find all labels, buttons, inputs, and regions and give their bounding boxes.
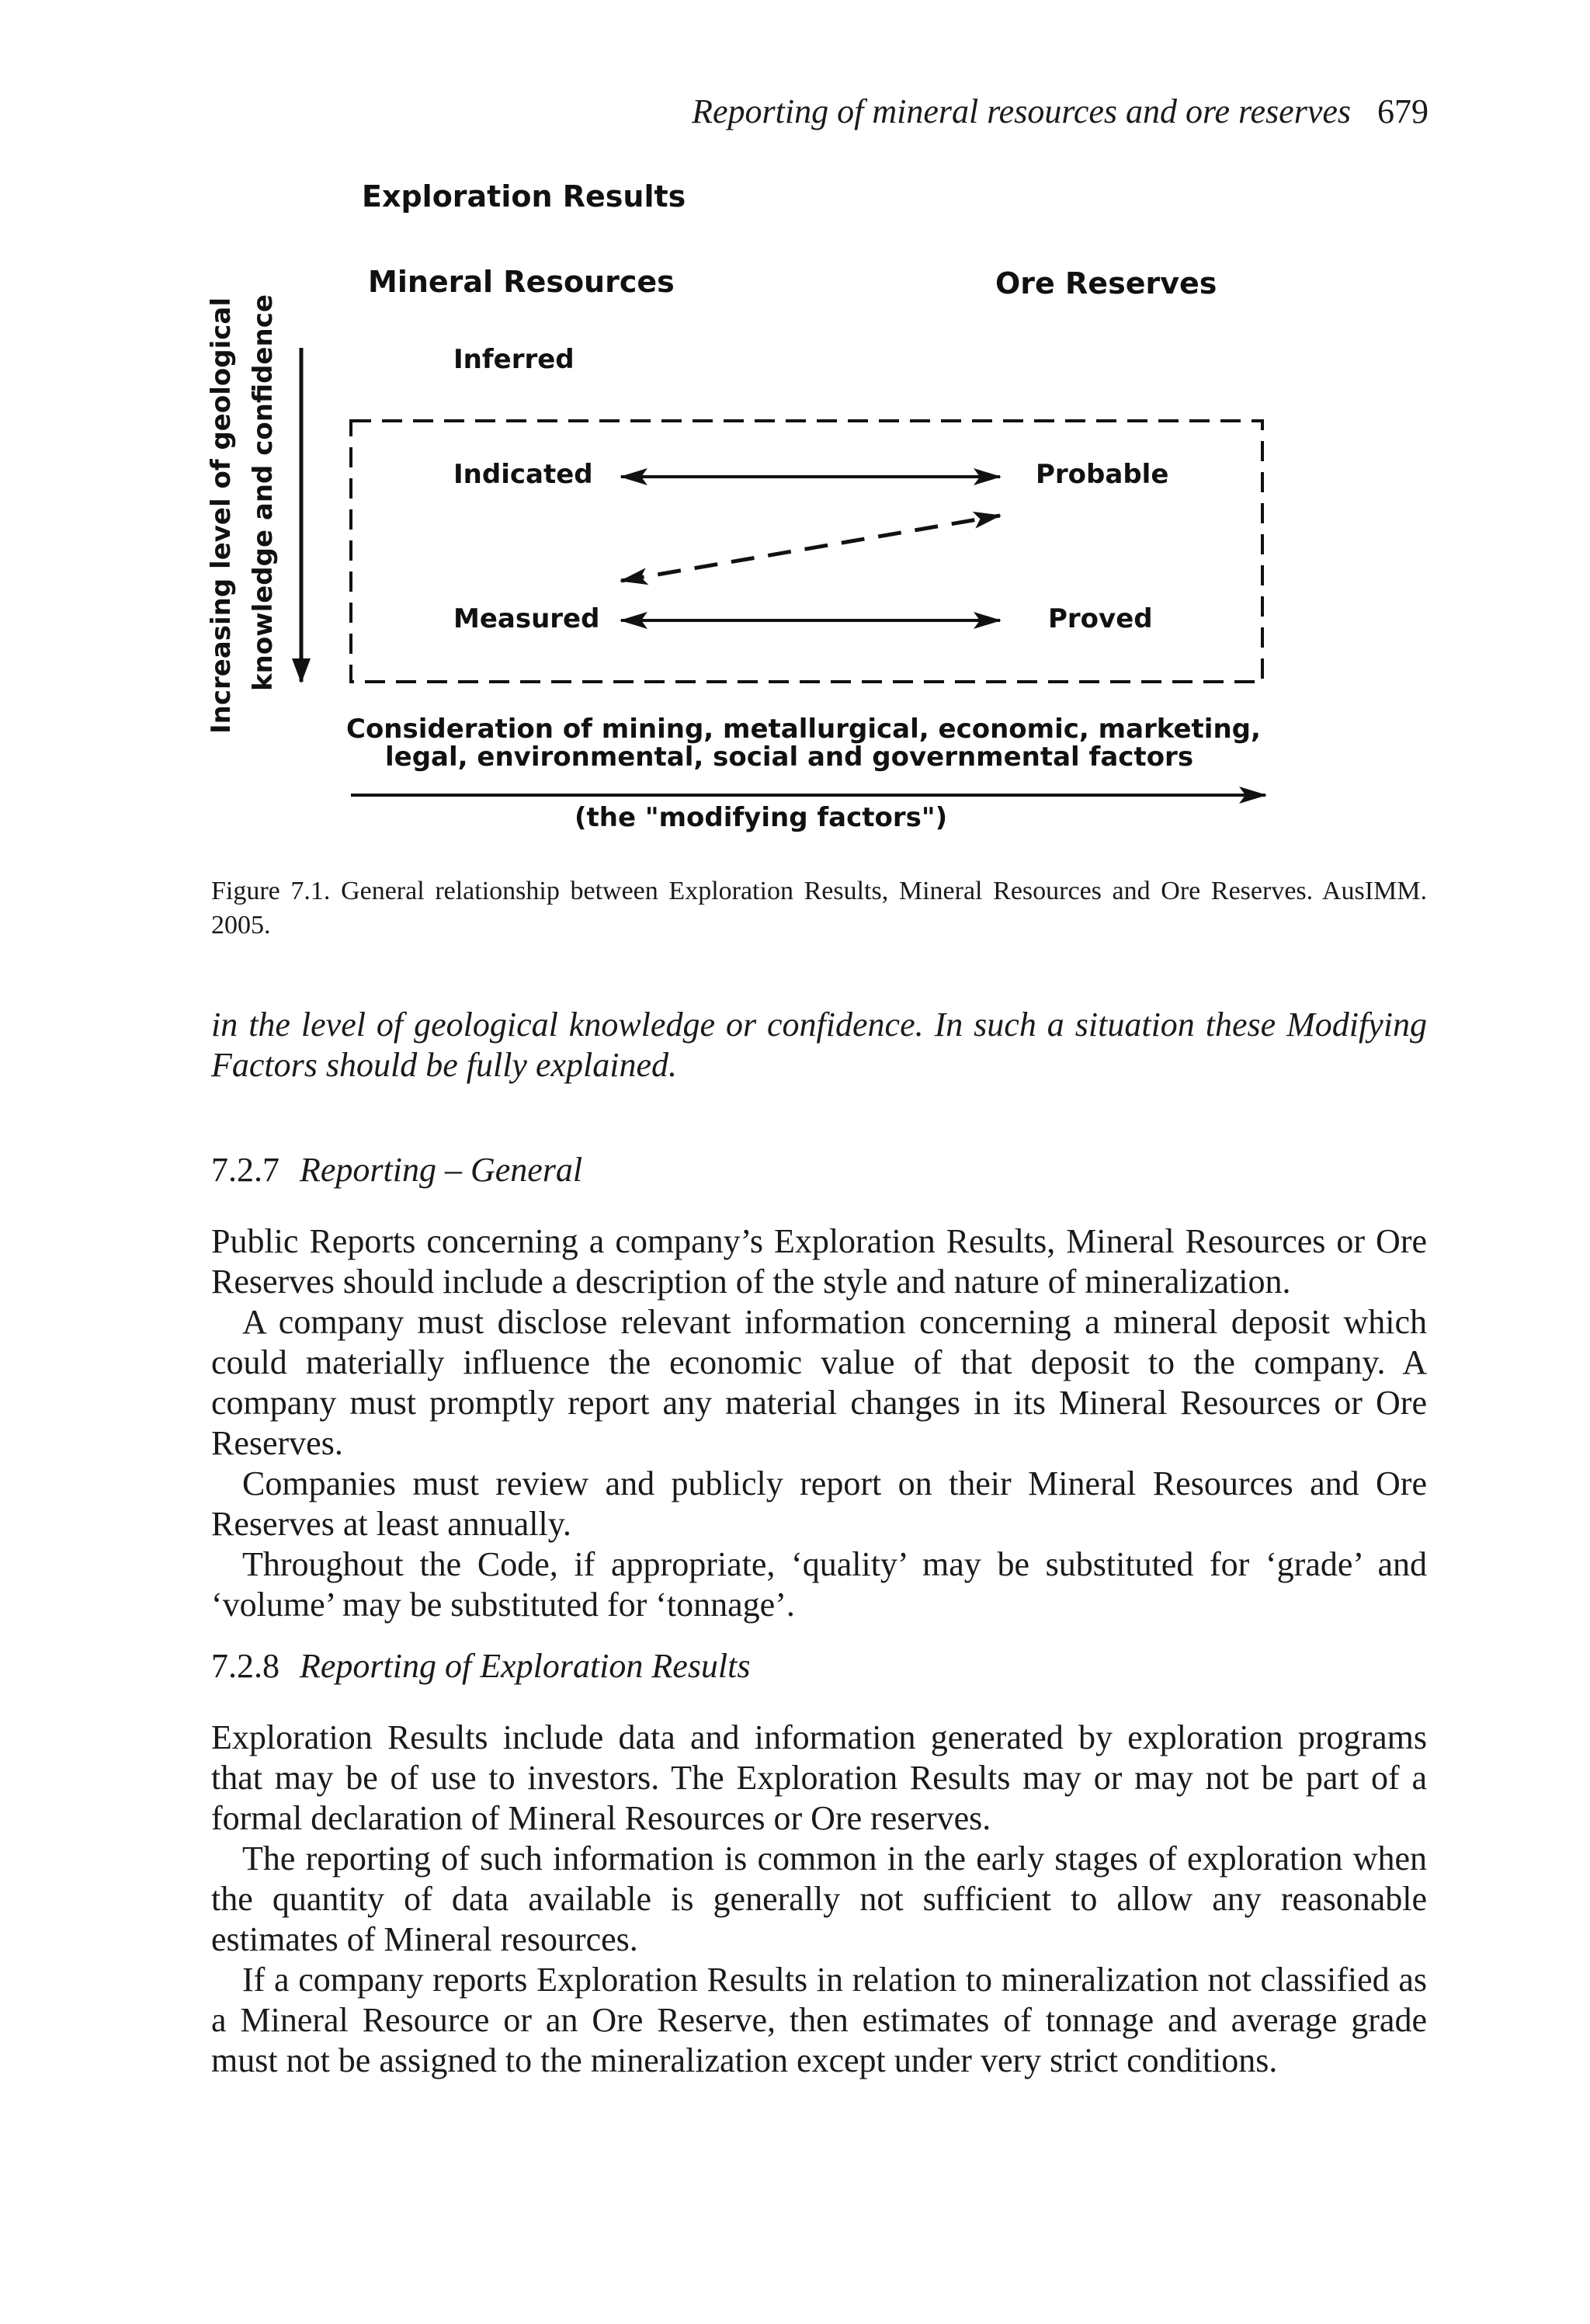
factors-line1: Consideration of mining, metallurgical, economic, marketing, — [346, 714, 1261, 745]
section-heading — [211, 1646, 1427, 1687]
figure-7-1 — [0, 0, 1590, 885]
figure-caption: Figure 7.1. General relationship between Exploration Results, Mineral Resources and Ore Reserves. AusIMM. 2005. — [211, 877, 1427, 940]
section-heading — [211, 1150, 1427, 1190]
probable-label: Probable — [1036, 459, 1169, 490]
section-7-2-8 — [211, 1646, 1427, 2081]
modifying-factors-label: (the "modifying factors") — [575, 802, 948, 833]
section-7-2-7 — [211, 1150, 1427, 1625]
section-title: Reporting of Exploration Results — [300, 1647, 751, 1685]
proved-label: Proved — [1048, 603, 1153, 634]
paragraph: Exploration Results include data and information generated by exploration programs that may be of use to investors. The Exploration Results may or may not be part of a formal declaration of Mineral Resources or Ore reserves. — [211, 1718, 1427, 1837]
indicated-label: Indicated — [453, 459, 593, 490]
section-title: Reporting – General — [300, 1151, 583, 1189]
axis-label-line2: knowledge and confidence — [248, 294, 279, 691]
paragraph: Public Reports concerning a company’s Exploration Results, Mineral Resources or Ore Reserves should include a description of the style and nature of mineralization. — [211, 1222, 1427, 1301]
continuation-paragraph: in the level of geological knowledge or confidence. In such a situation these Modifying Factors should be fully explained. — [211, 1006, 1427, 1084]
figure-diagram — [0, 0, 1590, 885]
confidence-arrow-head — [292, 658, 311, 683]
diagonal-conversion-arrow — [621, 516, 1000, 581]
section-number: 7.2.7 — [211, 1151, 279, 1189]
axis-label-line1: Increasing level of geological — [206, 297, 237, 734]
page-number: 679 — [1377, 92, 1429, 130]
paragraph: Throughout the Code, if appropriate, ‘quality’ may be substituted for ‘grade’ and ‘volume’ may be substituted for ‘tonnage’. — [211, 1545, 1427, 1624]
paragraph: If a company reports Exploration Results in relation to mineralization not classified as a Mineral Resource or an Ore Reserve, then estimates of tonnage and average grade must not be assigned to the mineralization except under very strict conditions. — [211, 1961, 1427, 2079]
measured-label: Measured — [453, 603, 600, 634]
paragraph: A company must disclose relevant information concerning a mineral deposit which could materially influence the economic value of that deposit to the company. A company must promptly report any material changes in its Mineral Resources or Ore Reserves. — [211, 1303, 1427, 1462]
factors-line2: legal, environmental, social and governmental factors — [385, 742, 1194, 773]
inferred-label: Inferred — [453, 344, 575, 375]
section-number: 7.2.8 — [211, 1647, 279, 1685]
ore-reserves-label: Ore Reserves — [995, 266, 1217, 300]
exploration-results-label: Exploration Results — [362, 179, 686, 214]
paragraph: Companies must review and publicly report on their Mineral Resources and Ore Reserves at least annually. — [211, 1464, 1427, 1543]
paragraph: The reporting of such information is common in the early stages of exploration when the quantity of data available is generally not sufficient to allow any reasonable estimates of Mineral resources. — [211, 1839, 1427, 1958]
running-title: Reporting of mineral resources and ore reserves — [692, 92, 1351, 130]
mineral-resources-label: Mineral Resources — [368, 265, 675, 299]
